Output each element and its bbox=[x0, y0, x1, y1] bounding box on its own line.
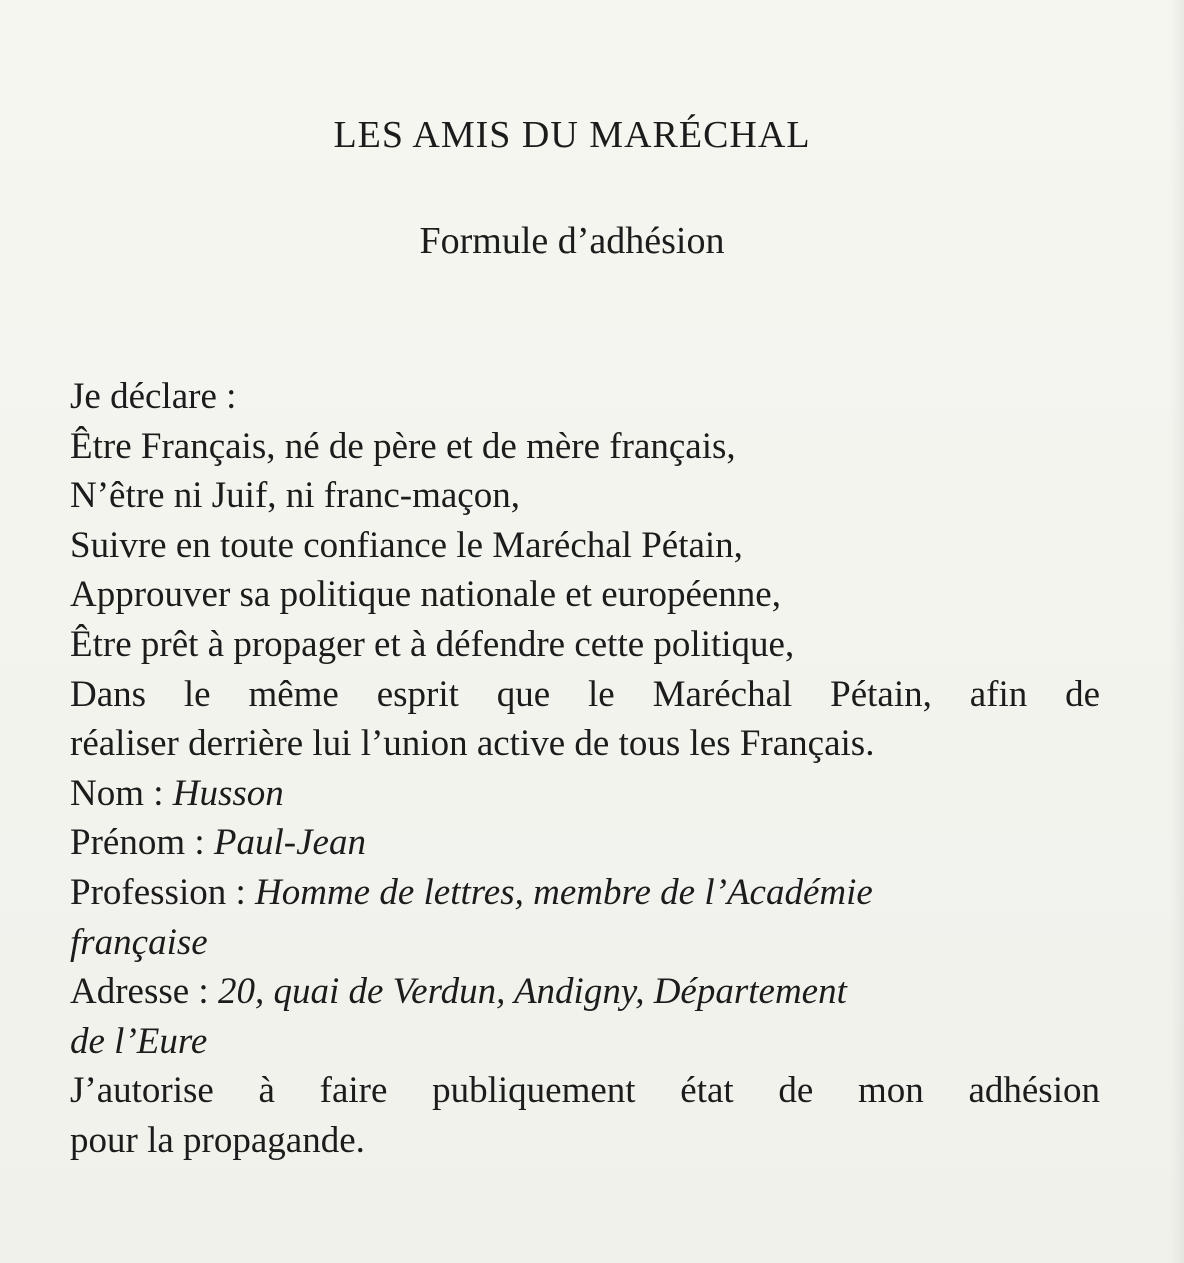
declaration-line: Être prêt à propager et à défendre cette politique, bbox=[70, 623, 795, 665]
field-adresse bbox=[70, 967, 1100, 1017]
field-profession-value: Homme de lettres, membre de l’Académie bbox=[255, 871, 873, 913]
field-nom bbox=[70, 769, 1100, 819]
field-nom-value: Husson bbox=[172, 772, 284, 814]
field-prenom bbox=[70, 818, 1100, 868]
field-prenom-label: Prénom : bbox=[70, 822, 214, 864]
document-subtitle: Formule d’adhésion bbox=[419, 220, 725, 262]
field-profession-value-continued: française bbox=[70, 921, 208, 963]
declaration-line: Je déclare : bbox=[70, 376, 237, 417]
declaration-line: réaliser derrière lui l’union active de tous les Français. bbox=[70, 723, 875, 765]
document-title: LES AMIS DU MARÉCHAL bbox=[333, 114, 811, 156]
field-profession-label: Profession : bbox=[70, 871, 255, 913]
authorization-line: pour la propagande. bbox=[70, 1119, 365, 1161]
declaration-line: N’être ni Juif, ni franc-maçon, bbox=[70, 475, 520, 517]
field-adresse-value-continued: de l’Eure bbox=[70, 1020, 208, 1062]
authorization-line: J’autorise à faire publiquement état de mon adhésion bbox=[70, 1070, 1100, 1112]
page-gutter-shadow bbox=[1170, 0, 1184, 1263]
form-body bbox=[70, 372, 1100, 1166]
field-prenom-value: Paul-Jean bbox=[213, 822, 366, 864]
declaration-line: Approuver sa politique nationale et européenne, bbox=[70, 574, 781, 616]
declaration-line: Être Français, né de père et de mère français, bbox=[70, 425, 736, 467]
field-adresse-value: 20, quai de Verdun, Andigny, Département bbox=[217, 971, 847, 1013]
field-profession bbox=[70, 868, 1100, 918]
field-nom-label: Nom : bbox=[70, 772, 173, 814]
field-adresse-label: Adresse : bbox=[70, 971, 218, 1013]
declaration-line: Dans le même esprit que le Maréchal Pétain, afin de bbox=[70, 673, 1100, 715]
declaration-line: Suivre en toute confiance le Maréchal Pétain, bbox=[70, 524, 743, 566]
